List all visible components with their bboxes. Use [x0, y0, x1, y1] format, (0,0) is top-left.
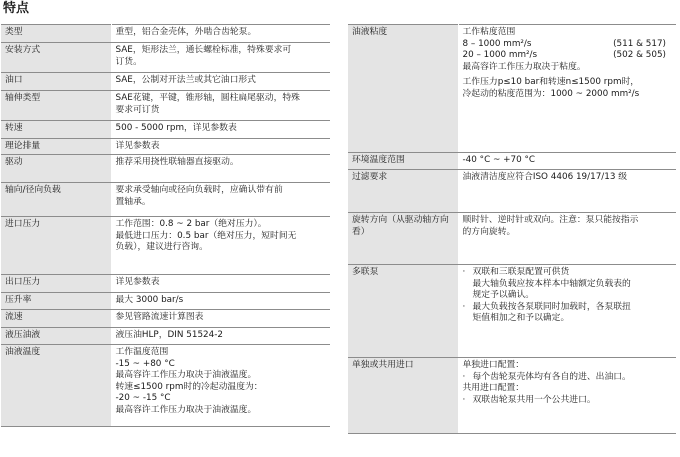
spec-value-line: 转速≤1500 rpm时的冷起动温度为：	[115, 381, 263, 392]
spec-value	[458, 25, 676, 153]
spec-value	[458, 213, 676, 265]
spec-value-line: 最低进口压力：0.5 bar（绝对压力，短时间无	[115, 230, 297, 241]
spec-label: 油液粘度	[348, 25, 458, 153]
spec-value	[111, 139, 330, 155]
spec-value	[111, 91, 330, 121]
spec-value-line: 置轴承。	[115, 196, 151, 207]
spec-value-line: SAE，矩形法兰，通长螺栓标准，特殊要求可	[115, 45, 292, 55]
spec-value-line: 液压油HLP，DIN 51524-2	[115, 330, 224, 340]
spec-value-line: 最高容许工作压力取决于油液温度。	[115, 370, 257, 381]
spec-value-line: 顺时针、逆时针或双向。注意：泵只能按指示	[462, 215, 639, 225]
spec-label: 环境温度范围	[348, 153, 458, 170]
spec-label: 转速	[1, 121, 111, 139]
spec-label: 过滤要求	[348, 170, 458, 213]
bullet-line: 最大负载按各泵联同时加载时，各泵联扭	[472, 301, 631, 312]
spec-row	[1, 345, 330, 427]
spec-value-line: 详见参数表	[115, 141, 160, 151]
viscosity-range: 20 – 1000 mm²/s	[462, 50, 538, 61]
spec-row-multi-pump	[348, 265, 676, 358]
bullet-item	[463, 372, 673, 384]
spec-row	[1, 73, 330, 91]
spec-value-line: 推荐采用挠性联轴器直接驱动。	[115, 157, 239, 167]
spec-label: 多联泵	[348, 265, 458, 358]
spec-value-line: 订货。	[115, 56, 142, 67]
spec-row-viscosity	[348, 25, 676, 153]
viscosity-note: 冷起动的粘度范围为：1000 ~ 2000 mm²/s	[462, 88, 640, 99]
spec-value-line: SAE花键，平键，锥形轴，圆柱扁尾驱动，特殊	[115, 93, 300, 103]
viscosity-range: 8 – 1000 mm²/s	[462, 38, 532, 49]
viscosity-models: (511 & 517)	[613, 38, 666, 49]
spec-label: 液压油液	[1, 328, 111, 345]
spec-row	[1, 275, 330, 293]
spec-value	[458, 358, 676, 434]
spec-row	[1, 139, 330, 155]
spec-value-line: 详见参数表	[115, 277, 160, 287]
bullet-dot: ·	[462, 301, 466, 312]
spec-value-line: 重型，铝合金壳体，外啮合齿轮泵。	[115, 27, 257, 37]
spec-value	[111, 293, 330, 310]
page-title: 特点	[3, 1, 30, 16]
spec-value	[111, 155, 330, 183]
inlet-config-heading: 共用进口配置：	[462, 383, 525, 394]
bullet-line: 规定予以确认。	[472, 290, 535, 301]
spec-value	[111, 217, 330, 275]
spec-value-line: 500 - 5000 rpm，详见参数表	[115, 123, 237, 133]
inlet-config-heading: 单独进口配置：	[462, 360, 525, 370]
spec-label: 出口压力	[1, 275, 111, 293]
spec-value-line: 最高容许工作压力取决于油液温度。	[115, 404, 257, 415]
viscosity-note: 最高容许工作压力取决于粘度。	[462, 61, 586, 72]
bullet-dot: ·	[462, 394, 466, 405]
spec-value	[111, 310, 330, 328]
bullet-dot: ·	[462, 371, 466, 382]
viscosity-models: (502 & 505)	[613, 50, 666, 61]
spec-value	[111, 73, 330, 91]
spec-value-line: 工作温度范围	[115, 347, 169, 357]
spec-value-line: 要求承受轴向或径向负载时，应确认带有前	[115, 185, 283, 195]
spec-value-line: 工作范围：0.8 ~ 2 bar（绝对压力）。	[115, 219, 267, 229]
spec-value	[111, 328, 330, 345]
viscosity-heading: 工作粘度范围	[462, 27, 516, 37]
spec-value-line: 负载），建议进行咨询。	[115, 242, 208, 253]
spec-row	[348, 153, 676, 170]
spec-row	[1, 217, 330, 275]
spec-value	[111, 275, 330, 293]
bullet-item	[463, 395, 673, 407]
spec-value	[111, 25, 330, 43]
bullet-line: 矩值相加之和予以确定。	[472, 313, 570, 324]
spec-label: 单独或共用进口	[348, 358, 458, 434]
spec-label: 流速	[1, 310, 111, 328]
viscosity-note: 工作压力p≤10 bar和转速n≤1500 rpm时，	[462, 77, 640, 88]
spec-value-line: 油液清洁度应符合ISO 4406 19/17/13 级	[462, 172, 628, 182]
spec-row	[1, 155, 330, 183]
spec-row	[1, 43, 330, 73]
bullet-line: 双联齿轮泵共用一个公共进口。	[472, 394, 596, 405]
bullet-item	[463, 302, 673, 325]
spec-label: 油液温度	[1, 345, 111, 427]
bullet-item	[463, 267, 673, 302]
spec-row	[348, 170, 676, 213]
bullet-line: 最大轴负载应按本样本中轴额定负载表的	[472, 278, 631, 289]
spec-label: 油口	[1, 73, 111, 91]
right-spec-table	[348, 24, 676, 434]
bullet-line: 双联和三联泵配置可供货	[472, 267, 570, 277]
spec-value	[111, 43, 330, 73]
spec-label: 旋转方向（从驱动轴方向看）	[348, 213, 458, 265]
spec-row	[1, 328, 330, 345]
spec-row	[1, 121, 330, 139]
bullet-line: 每个齿轮泵壳体均有各自的进、出油口。	[472, 371, 631, 382]
viscosity-range-row	[463, 50, 673, 62]
spec-value	[111, 345, 330, 427]
spec-row	[348, 213, 676, 265]
spec-value-line: -15 ~ +80 °C	[115, 358, 175, 369]
spec-value-line: 的方向旋转。	[462, 226, 516, 237]
spec-label: 进口压力	[1, 217, 111, 275]
spec-row	[1, 293, 330, 310]
spec-value-line: SAE，公制对开法兰或其它油口形式	[115, 75, 256, 85]
spec-value	[458, 153, 676, 170]
spec-row-inlet	[348, 358, 676, 434]
spec-label: 理论排量	[1, 139, 111, 155]
spec-value-line: -20 ~ -15 °C	[115, 393, 171, 404]
spec-label: 类型	[1, 25, 111, 43]
spec-label: 轴向/径向负载	[1, 183, 111, 217]
viscosity-range-row	[463, 39, 673, 51]
spec-row	[1, 25, 330, 43]
spec-row	[1, 183, 330, 217]
left-spec-table	[1, 24, 330, 427]
spec-value	[458, 170, 676, 213]
spec-row	[1, 91, 330, 121]
spec-label: 压升率	[1, 293, 111, 310]
spec-value-line: 参见管路流速计算图表	[115, 312, 204, 322]
spec-value	[458, 265, 676, 358]
spec-value-line: -40 °C ~ +70 °C	[462, 155, 536, 165]
spec-label: 安装方式	[1, 43, 111, 73]
spec-label: 驱动	[1, 155, 111, 183]
spec-label: 轴伸类型	[1, 91, 111, 121]
spec-value-line: 要求可订货	[115, 104, 160, 115]
bullet-dot: ·	[462, 267, 466, 277]
spec-row	[1, 310, 330, 328]
spec-value	[111, 183, 330, 217]
spec-value	[111, 121, 330, 139]
spec-value-line: 最大 3000 bar/s	[115, 295, 184, 305]
